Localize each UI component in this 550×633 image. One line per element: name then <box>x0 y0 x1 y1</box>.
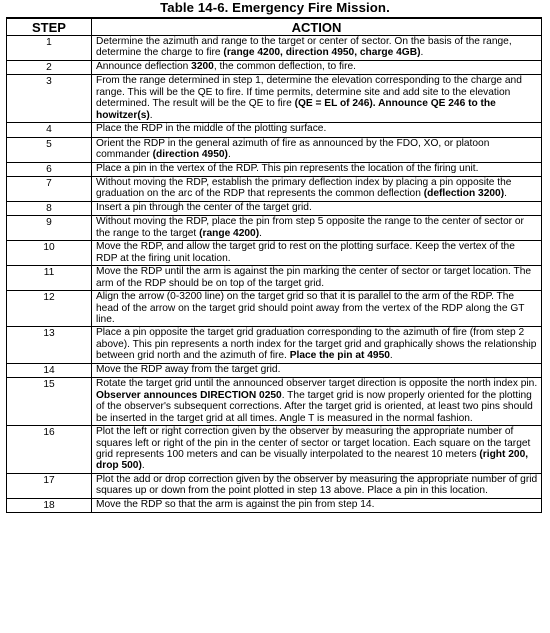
action-emphasis: (range 4200, direction 4950, charge 4GB) <box>223 47 421 59</box>
step-action <box>92 201 542 215</box>
step-number: 16 <box>7 426 92 474</box>
action-text: . <box>420 47 424 59</box>
header-step: STEP <box>7 18 92 36</box>
action-text: Move the RDP away from the target grid. <box>96 363 281 375</box>
action-emphasis: 3200 <box>191 60 214 72</box>
step-action <box>92 176 542 201</box>
step-action <box>92 378 542 426</box>
action-text: . <box>504 188 507 200</box>
step-action <box>92 327 542 363</box>
table-row <box>7 241 542 266</box>
step-number: 8 <box>7 201 92 215</box>
step-action <box>92 498 542 512</box>
step-action <box>92 137 542 162</box>
action-text: Insert a pin through the center of the target grid. <box>96 201 312 213</box>
step-action <box>92 426 542 474</box>
action-text: Rotate the target grid until the announced observer target direction is opposite the north index pin. <box>96 378 538 390</box>
step-action <box>92 241 542 266</box>
table-row <box>7 201 542 215</box>
table-row <box>7 216 542 241</box>
emergency-fire-mission-table <box>6 17 542 513</box>
table-row <box>7 123 542 137</box>
action-emphasis: (right 200, drop 500) <box>96 448 529 472</box>
table-row <box>7 473 542 498</box>
step-action <box>92 123 542 137</box>
action-text: Determine the azimuth and range to the target or center of sector. On the basis of the range, determine the charge to fire <box>96 36 512 59</box>
action-text: Place a pin in the vertex of the RDP. This pin represents the location of the firing unit. <box>96 162 479 174</box>
table-title: Table 14-6. Emergency Fire Mission. <box>160 0 390 15</box>
step-action <box>92 266 542 291</box>
table-row <box>7 137 542 162</box>
action-text: . The target grid is now properly oriented for the plotting of the observer's subsequent corrections. After the target grid is oriented, at least two pins should be inserted in the target grid at all times. Angle T is measured in the normal fashion. <box>96 389 533 424</box>
action-text: , the common deflection, to fire. <box>213 60 356 72</box>
table-row <box>7 176 542 201</box>
action-text: Move the RDP so that the arm is against the pin from step 14. <box>96 498 375 510</box>
table-row <box>7 60 542 74</box>
action-emphasis: Place the pin at 4950 <box>289 350 390 362</box>
step-action <box>92 60 542 74</box>
action-emphasis: (range 4200) <box>199 227 260 239</box>
table-row <box>7 36 542 61</box>
table-row <box>7 498 542 512</box>
table-row <box>7 327 542 363</box>
table-row <box>7 426 542 474</box>
step-action <box>92 473 542 498</box>
step-number: 13 <box>7 327 92 363</box>
action-text: . <box>389 350 393 362</box>
action-text: . <box>227 149 231 161</box>
table-row <box>7 75 542 123</box>
action-text: Without moving the RDP, establish the primary deflection index by placing a pin opposite the graduation on the arc of the RDP that represents the common deflection <box>96 176 512 200</box>
step-number: 18 <box>7 498 92 512</box>
action-text: Orient the RDP in the general azimuth of fire as announced by the FDO, XO, or platoon commander <box>96 137 490 161</box>
table-row <box>7 266 542 291</box>
action-text: From the range determined in step 1, determine the elevation corresponding to the charge and range. This will be the QE to fire. If time permits, determine site and add site to the elevation determined. The result will be the QE to fire <box>96 75 522 110</box>
step-number: 17 <box>7 473 92 498</box>
table-row <box>7 291 542 327</box>
action-text: . <box>141 460 145 472</box>
action-emphasis: (QE = EL of 246). Announce QE 246 to the howitzer(s) <box>96 98 496 121</box>
step-number: 1 <box>7 36 92 61</box>
step-number: 7 <box>7 176 92 201</box>
action-text: Align the arrow (0-3200 line) on the target grid so that it is parallel to the arm of the RDP. The head of the arrow on the target grid should point away from the vertex of the RDP along the GT line. <box>96 291 525 325</box>
step-number: 11 <box>7 266 92 291</box>
step-action <box>92 363 542 377</box>
step-number: 3 <box>7 75 92 123</box>
step-number: 10 <box>7 241 92 266</box>
table-row <box>7 363 542 377</box>
table-row <box>7 162 542 176</box>
action-emphasis: (direction 4950) <box>152 149 228 161</box>
action-emphasis: (deflection 3200) <box>423 188 505 200</box>
table-body <box>7 36 542 513</box>
action-text: Place a pin opposite the target grid graduation corresponding to the azimuth of fire (from step 2 above). This pin represents a north index for the target grid and graphically shows the relationship between grid north and the azimuth of fire. <box>96 327 537 362</box>
action-text: . <box>149 109 153 121</box>
step-action <box>92 216 542 241</box>
step-number: 9 <box>7 216 92 241</box>
action-text: Plot the add or drop correction given by the observer by measuring the appropriate number of grid squares up or down from the point plotted in step 13 above. Place a pin in this location. <box>96 473 538 497</box>
step-number: 2 <box>7 60 92 74</box>
step-number: 15 <box>7 378 92 426</box>
step-number: 5 <box>7 137 92 162</box>
step-number: 6 <box>7 162 92 176</box>
table-header-row <box>7 18 542 36</box>
action-text: Move the RDP until the arm is against the pin marking the center of sector or target location. The arm of the RDP should be on top of the target grid. <box>96 266 532 289</box>
step-number: 4 <box>7 123 92 137</box>
action-text: Move the RDP, and allow the target grid to rest on the plotting surface. Keep the vertex of the RDP at the firing unit location. <box>96 241 515 264</box>
step-action <box>92 75 542 123</box>
step-number: 12 <box>7 291 92 327</box>
step-action <box>92 291 542 327</box>
action-text: Plot the left or right correction given by the observer by measuring the appropriate number of squares left or right of the pin in the center of sector or target location. Each square on the target grid represents 100 meters and can be visually interpolated to the nearest 10 meters <box>96 426 531 460</box>
action-text: Announce deflection <box>96 60 192 72</box>
action-text: Place the RDP in the middle of the plotting surface. <box>96 123 327 135</box>
action-text: Without moving the RDP, place the pin from step 5 opposite the range to the center of sector or the range to the target <box>96 216 524 239</box>
step-action <box>92 36 542 61</box>
step-number: 14 <box>7 363 92 377</box>
step-action <box>92 162 542 176</box>
header-action: ACTION <box>92 18 542 36</box>
table-row <box>7 378 542 426</box>
action-emphasis: Observer announces DIRECTION 0250 <box>96 389 282 401</box>
action-text: . <box>259 227 262 239</box>
